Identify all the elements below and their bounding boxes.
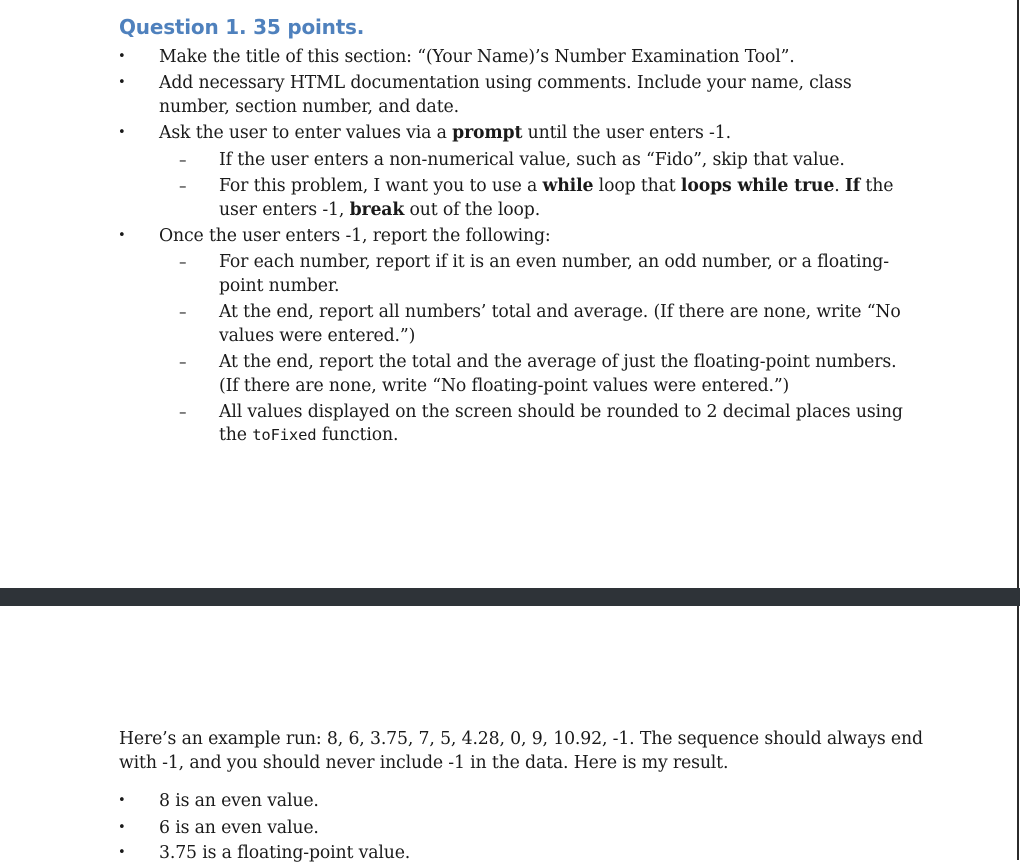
prompt-keyword: prompt [452,123,523,143]
page-break-gap [0,588,1020,606]
bullet-icon: • [118,793,126,808]
example-line1: Here’s an example run: 8, 6, 3.75, 7, 5, 4.28, 0, 9, 10.92, -1. The sequence should always end [119,729,923,749]
bullet-icon: • [118,228,126,243]
bullet-icon: • [118,75,126,90]
while-instruction-line2: user enters -1, break out of the loop. [219,200,541,220]
float-line2: (If there are none, write “No floating-point values were entered.”) [219,376,790,396]
dash-icon: – [179,353,187,371]
doc-instruction-line1: Add necessary HTML documentation using comments. Include your name, class [159,73,852,93]
prompt-instruction: Ask the user to enter values via a prompt until the user enters -1. [159,123,731,143]
result-item: 8 is an even value. [159,791,319,811]
total-line2: values were entered.”) [219,326,416,346]
dash-icon: – [179,403,187,421]
dash-icon: – [179,177,187,195]
title-instruction: Make the title of this section: “(Your Name)’s Number Examination Tool”. [159,47,795,67]
document-page-2 [0,606,1019,863]
bullet-icon: • [118,49,126,64]
dash-icon: – [179,151,187,169]
skip-instruction: If the user enters a non-numerical value, such as “Fido”, skip that value. [219,150,845,170]
example-line2: with -1, and you should never include -1 in the data. Here is my result. [119,753,729,773]
total-line1: At the end, report all numbers’ total and average. (If there are none, write “No [219,302,901,322]
each-number-line1: For each number, report if it is an even number, an odd number, or a floating- [219,252,889,272]
doc-instruction-line2: number, section number, and date. [159,97,459,117]
report-instruction: Once the user enters -1, report the following: [159,226,551,246]
bullet-icon: • [118,845,126,860]
dash-icon: – [179,253,187,271]
bullet-icon: • [118,125,126,140]
result-item: 3.75 is a floating-point value. [159,843,411,863]
round-line1: All values displayed on the screen should be rounded to 2 decimal places using [219,402,903,422]
tofixed-code: toFixed [252,426,317,444]
result-item: 6 is an even value. [159,818,319,838]
each-number-line2: point number. [219,276,340,296]
question-heading: Question 1. 35 points. [119,15,365,39]
round-line2: the toFixed function. [219,425,399,445]
while-instruction-line1: For this problem, I want you to use a while loop that loops while true. If the [219,176,894,196]
dash-icon: – [179,303,187,321]
bullet-icon: • [118,820,126,835]
float-line1: At the end, report the total and the average of just the floating-point numbers. [219,352,897,372]
